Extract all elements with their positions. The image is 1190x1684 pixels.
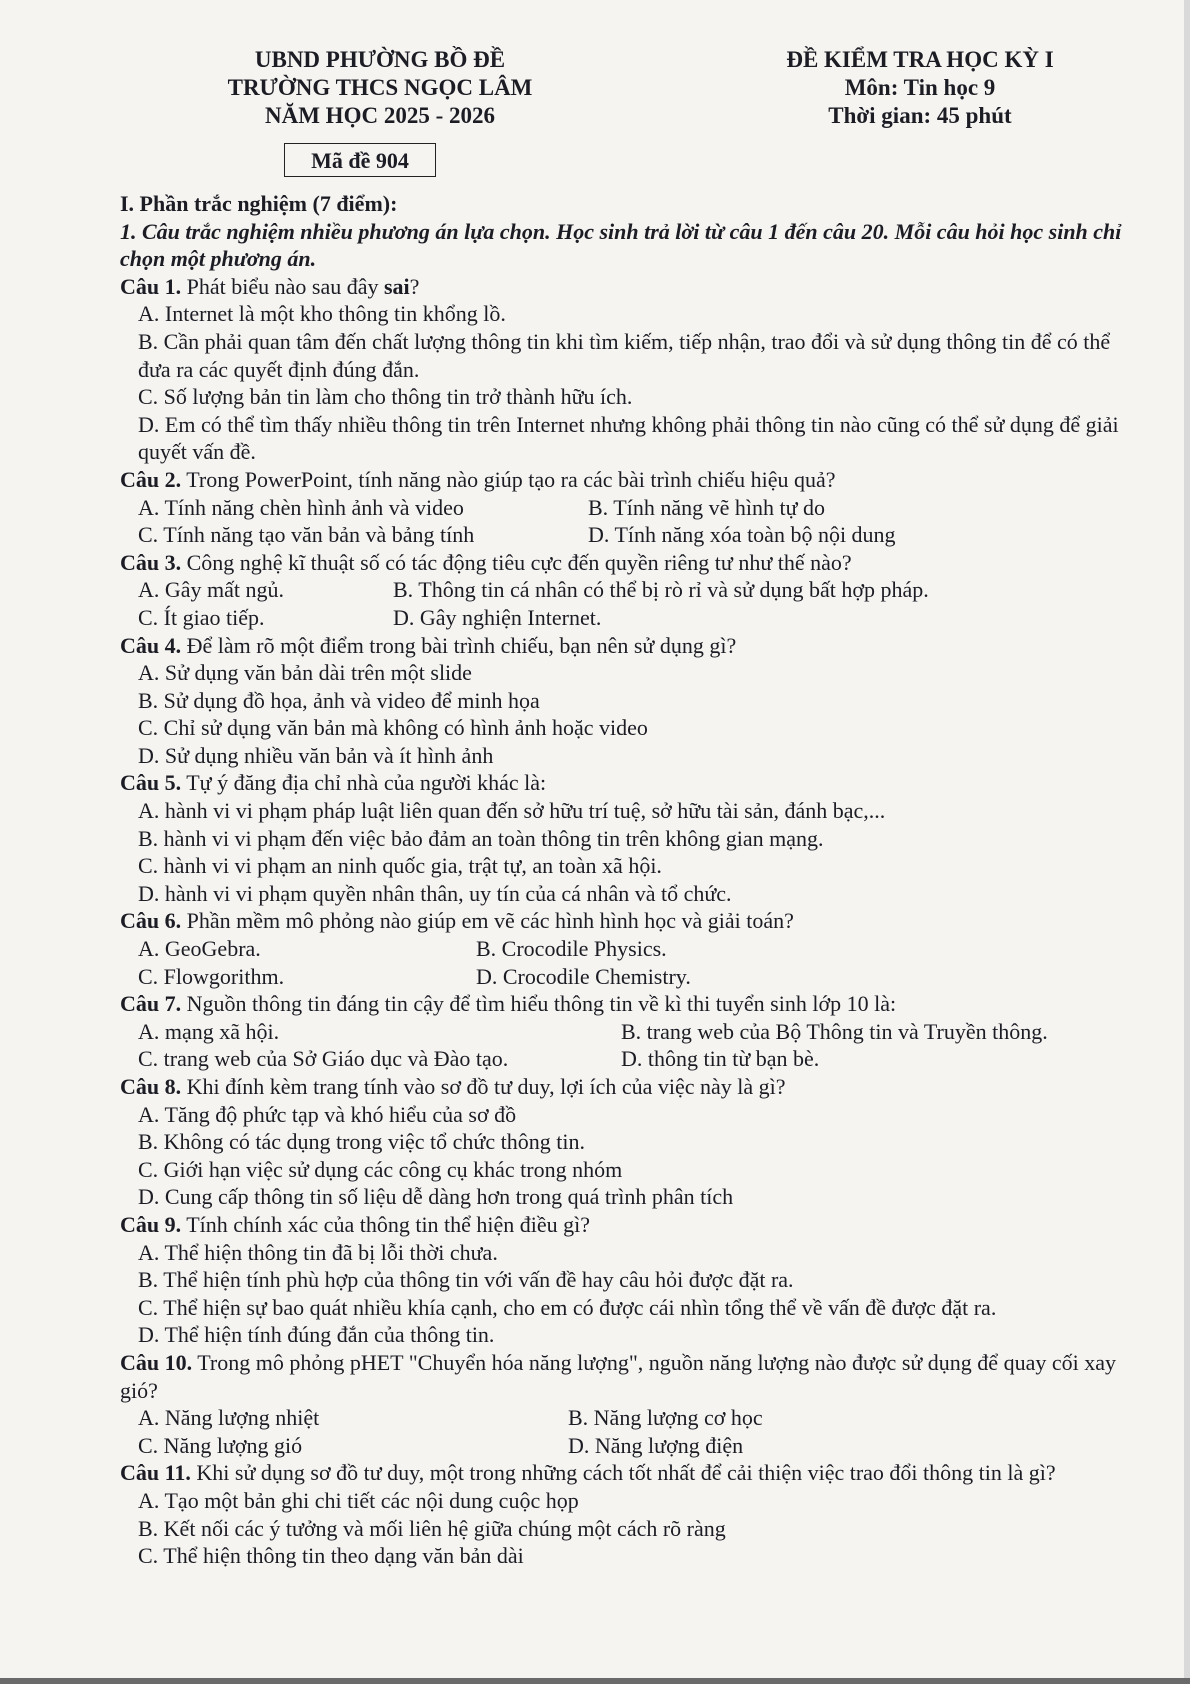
question-text: Công nghệ kĩ thuật số có tác động tiêu cực đến quyền riêng tư như thế nào? [181,549,852,575]
district-name: UBND PHƯỜNG BỒ ĐỀ [254,47,506,72]
option: C. Thể hiện thông tin theo dạng văn bản dài [138,1543,524,1569]
page-edge [1184,0,1190,1684]
option: B. trang web của Bộ Thông tin và Truyền thông. [621,1018,1048,1044]
option-row [120,494,1130,522]
school-name: TRƯỜNG THCS NGỌC LÂM [227,75,533,100]
option: C. trang web của Sở Giáo dục và Đào tạo. [138,1046,509,1072]
question-text: Trong mô phỏng pHET "Chuyển hóa năng lượng", nguồn năng lượng nào được sử dụng để quay cối xay gió? [120,1349,1116,1403]
question-number: Câu 2. [120,466,182,492]
question-2 [120,466,1130,494]
option: A. Sử dụng văn bản dài trên một slide [138,660,472,686]
question-number: Câu 9. [120,1211,182,1237]
option: D. Thể hiện tính đúng đắn của thông tin. [138,1322,495,1348]
option: D. Sử dụng nhiều văn bản và ít hình ảnh [138,742,494,768]
section-title: I. Phần trắc nghiệm (7 điểm): [120,191,398,216]
option: B. Thông tin cá nhân có thể bị rò rỉ và sử dụng bất hợp pháp. [393,577,929,603]
option: A. Gây mất ngủ. [138,577,285,603]
option: A. GeoGebra. [138,936,261,962]
exam-header [720,46,1120,130]
question-number: Câu 6. [120,908,182,934]
question-3 [120,549,1130,577]
option: A. mạng xã hội. [138,1018,280,1044]
exam-body [120,190,1130,1570]
exam-title: ĐỀ KIỂM TRA HỌC KỲ I [786,47,1054,72]
exam-code-box: Mã đề 904 [284,143,436,177]
option: C. hành vi vi phạm an ninh quốc gia, trật tự, an toàn xã hội. [138,853,662,879]
option: C. Ít giao tiếp. [138,604,265,630]
option: C. Tính năng tạo văn bản và bảng tính [138,522,475,548]
question-number: Câu 3. [120,549,182,575]
option: C. Chỉ sử dụng văn bản mà không có hình ảnh hoặc video [138,715,648,741]
question-text: Phát biểu nào sau đây [181,273,384,299]
question-text: Khi đính kèm trang tính vào sơ đồ tư duy, lợi ích của việc này là gì? [181,1074,786,1099]
option: C. Năng lượng gió [138,1432,303,1458]
question-5 [120,769,1130,797]
option: B. Tính năng vẽ hình tự do [588,494,826,520]
question-text: Tự ý đăng địa chỉ nhà của người khác là: [181,770,547,796]
question-number: Câu 10. [120,1349,193,1375]
option-row [120,1404,1130,1432]
option: B. Kết nối các ý tưởng và mối liên hệ giữa chúng một cách rõ ràng [138,1515,726,1541]
question-number: Câu 4. [120,632,182,658]
option: B. Sử dụng đồ họa, ảnh và video để minh họa [138,687,540,713]
question-8 [120,1073,1130,1101]
option: A. Năng lượng nhiệt [138,1405,320,1431]
option: C. Flowgorithm. [138,963,285,989]
option: D. hành vi vi phạm quyền nhân thân, uy tín của cá nhân và tổ chức. [138,880,732,906]
option: A. Tạo một bản ghi chi tiết các nội dung cuộc họp [138,1487,579,1513]
option: A. Tính năng chèn hình ảnh và video [138,494,464,520]
question-number: Câu 7. [120,991,182,1017]
question-6 [120,907,1130,935]
school-year: NĂM HỌC 2025 - 2026 [265,103,495,128]
option: A. Thể hiện thông tin đã bị lỗi thời chưa. [138,1239,498,1265]
instruction: 1. Câu trắc nghiệm nhiều phương án lựa chọn. Học sinh trả lời từ câu 1 đến câu 20. Mỗi câu hỏi học sinh chỉ chọn một phương án. [120,218,1122,272]
question-text: Phần mềm mô phỏng nào giúp em vẽ các hình hình học và giải toán? [181,908,794,934]
option: D. Năng lượng điện [568,1432,744,1458]
question-number: Câu 1. [120,273,182,299]
duration: Thời gian: 45 phút [828,103,1012,128]
option: B. Crocodile Physics. [476,936,667,962]
question-number: Câu 5. [120,770,182,796]
option: B. Không có tác dụng trong việc tổ chức thông tin. [138,1129,585,1155]
school-header [180,46,580,130]
option-row [120,963,1130,991]
option-row [120,1432,1130,1460]
question-11 [120,1459,1130,1487]
question-text: Để làm rõ một điểm trong bài trình chiếu, bạn nên sử dụng gì? [181,632,737,658]
option: D. Gây nghiện Internet. [393,604,602,630]
option-row [120,521,1130,549]
option: C. Số lượng bản tin làm cho thông tin trở thành hữu ích. [138,384,633,410]
question-9 [120,1211,1130,1239]
option-row [120,935,1130,963]
question-text: Nguồn thông tin đáng tin cậy để tìm hiểu thông tin về kì thi tuyển sinh lớp 10 là: [181,991,897,1017]
option-row [120,604,1130,632]
option-row [120,576,1130,604]
option: D. Crocodile Chemistry. [476,963,691,989]
option-row [120,1018,1130,1046]
option: A. Tăng độ phức tạp và khó hiểu của sơ đồ [138,1101,517,1127]
question-number: Câu 11. [120,1460,191,1486]
option: C. Giới hạn việc sử dụng các công cụ khác trong nhóm [138,1156,623,1182]
question-text: Khi sử dụng sơ đồ tư duy, một trong những cách tốt nhất để cải thiện việc trao đổi thông tin là gì? [190,1460,1056,1486]
scan-bottom-border [0,1678,1190,1684]
question-4 [120,632,1130,660]
question-tail: ? [409,273,420,299]
option: C. Thể hiện sự bao quát nhiều khía cạnh, cho em có được cái nhìn tổng thể về vấn đề được đặt ra. [138,1294,997,1320]
subject: Môn: Tin học 9 [844,75,996,100]
question-10 [120,1349,1130,1404]
option: A. Internet là một kho thông tin khổng lồ. [138,301,506,327]
question-number: Câu 8. [120,1074,182,1099]
question-text: Trong PowerPoint, tính năng nào giúp tạo ra các bài trình chiếu hiệu quả? [181,466,836,492]
question-text: Tính chính xác của thông tin thể hiện điều gì? [181,1211,591,1237]
question-emphasis: sai [383,273,410,299]
option: D. Cung cấp thông tin số liệu dễ dàng hơn trong quá trình phân tích [138,1184,734,1210]
option: D. Tính năng xóa toàn bộ nội dung [588,522,896,548]
option: B. hành vi vi phạm đến việc bảo đảm an toàn thông tin trên không gian mạng. [138,825,824,851]
question-1 [120,273,1130,301]
option: B. Năng lượng cơ học [568,1405,763,1431]
option: B. Thể hiện tính phù hợp của thông tin với vấn đề hay câu hỏi được đặt ra. [138,1267,794,1293]
option: B. Cần phải quan tâm đến chất lượng thông tin khi tìm kiếm, tiếp nhận, trao đổi và sử dụng thông tin để có thể đưa ra các quyết định đúng đắn. [138,328,1111,382]
question-7 [120,990,1130,1018]
option: D. Em có thể tìm thấy nhiều thông tin trên Internet nhưng không phải thông tin nào cũng có thể sử dụng để giải quyết vấn đề. [138,411,1119,465]
option-row [120,1045,1130,1073]
option: A. hành vi vi phạm pháp luật liên quan đến sở hữu trí tuệ, sở hữu tài sản, đánh bạc,... [138,798,886,824]
option: D. thông tin từ bạn bè. [621,1046,820,1072]
